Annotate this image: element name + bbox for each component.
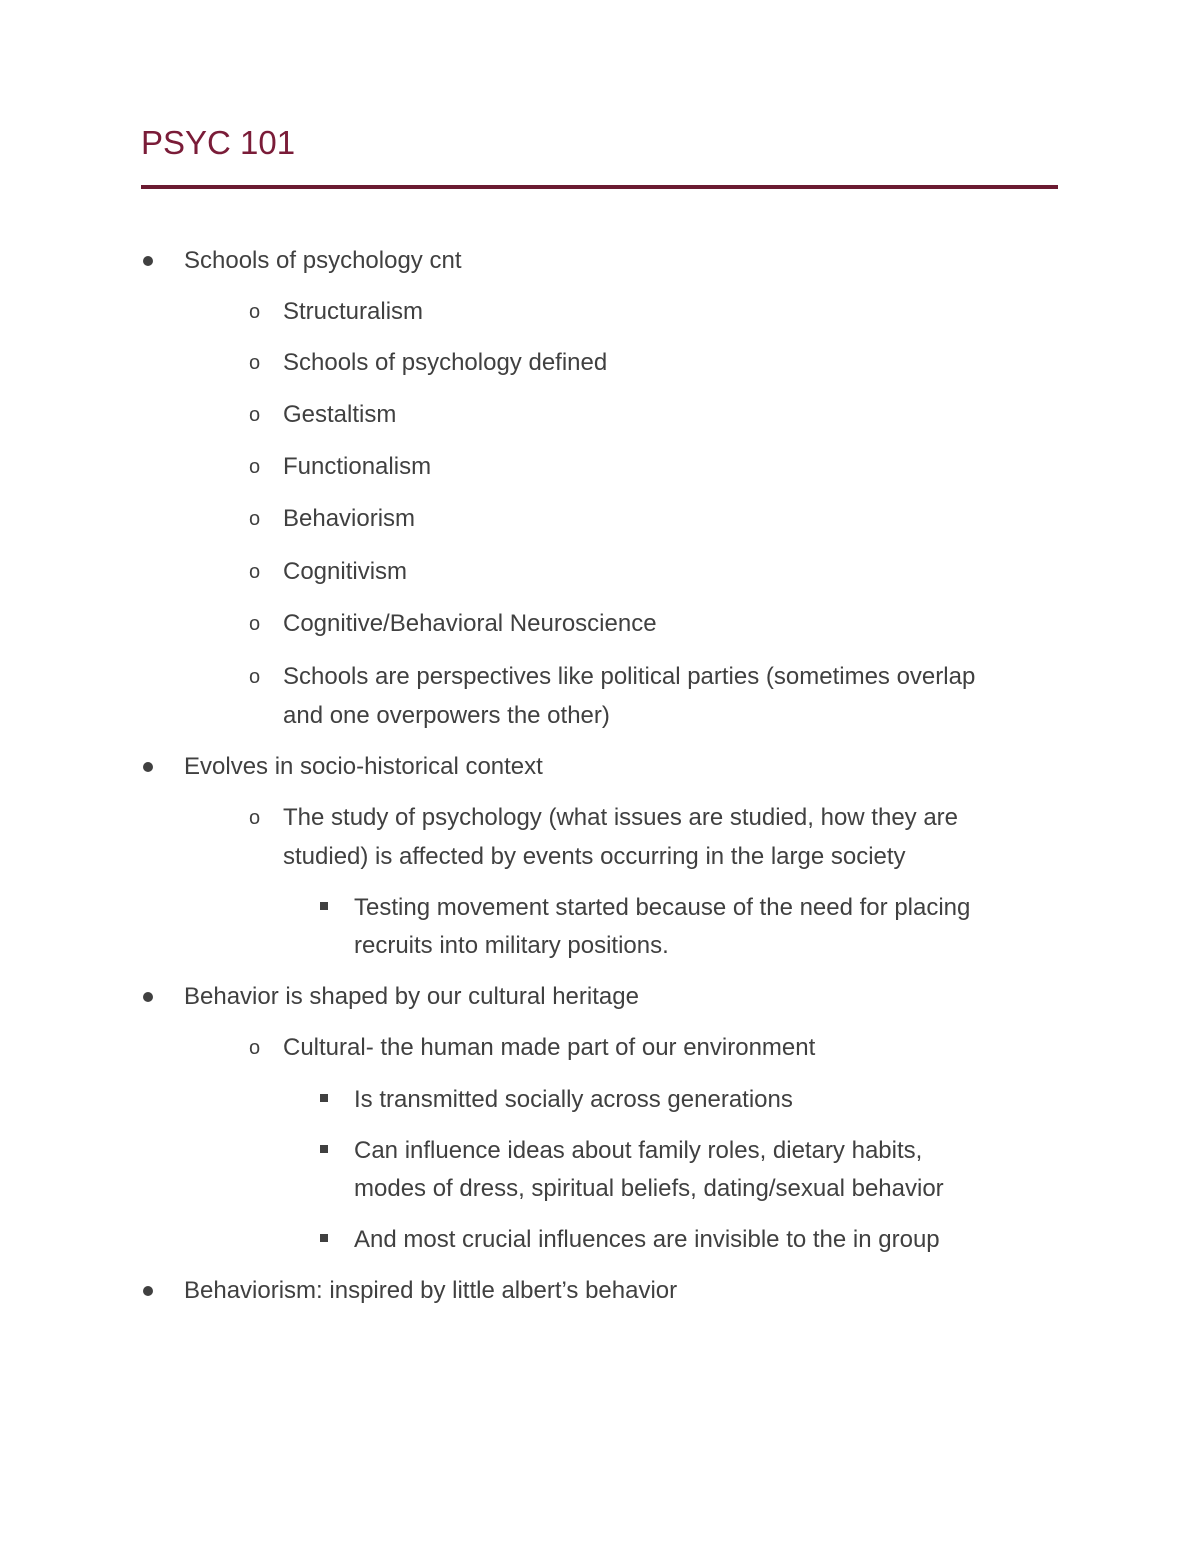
bullet-circle-icon: o: [249, 404, 261, 426]
bullet-disc-icon: [143, 992, 153, 1002]
list-item-level2: The study of psychology (what issues are studied, how they are: [283, 804, 959, 831]
list-item-level3-continuation: modes of dress, spiritual beliefs, dating/sexual behavior: [354, 1175, 944, 1202]
bullet-circle-icon: o: [249, 613, 261, 635]
list-item-level3: And most crucial influences are invisible to the in group: [354, 1226, 940, 1253]
list-item-level2: Schools of psychology defined: [283, 349, 608, 376]
list-item-level2: Schools are perspectives like political parties (sometimes overlap: [283, 663, 976, 690]
list-item-level2-continuation: and one overpowers the other): [283, 702, 610, 729]
bullet-square-icon: [320, 902, 328, 910]
list-item-level2: Behaviorism: [283, 505, 416, 532]
bullet-circle-icon: o: [249, 508, 261, 530]
title-divider: [141, 185, 1058, 189]
list-item-level2: Structuralism: [283, 298, 424, 325]
bullet-square-icon: [320, 1145, 328, 1153]
bullet-circle-icon: o: [249, 456, 261, 478]
bullet-disc-icon: [143, 1286, 153, 1296]
page-title: PSYC 101: [141, 124, 296, 161]
list-item-level1: Schools of psychology cnt: [184, 247, 462, 274]
list-item-level2-continuation: studied) is affected by events occurring in the large society: [283, 843, 906, 870]
list-item-level3: Testing movement started because of the need for placing: [354, 894, 971, 921]
bullet-disc-icon: [143, 256, 153, 266]
list-item-level2: Functionalism: [283, 453, 432, 480]
list-item-level1: Behavior is shaped by our cultural heritage: [184, 983, 639, 1010]
list-item-level2: Cognitivism: [283, 558, 408, 585]
bullet-circle-icon: o: [249, 352, 261, 374]
bullet-circle-icon: o: [249, 1037, 261, 1059]
list-item-level1: Behaviorism: inspired by little albert’s behavior: [184, 1277, 678, 1304]
list-item-level3: Is transmitted socially across generations: [354, 1086, 793, 1113]
list-item-level2: Gestaltism: [283, 401, 397, 428]
list-item-level1: Evolves in socio-historical context: [184, 753, 543, 780]
bullet-circle-icon: o: [249, 666, 261, 688]
bullet-disc-icon: [143, 762, 153, 772]
list-item-level2: Cognitive/Behavioral Neuroscience: [283, 610, 657, 637]
bullet-circle-icon: o: [249, 561, 261, 583]
bullet-square-icon: [320, 1094, 328, 1102]
list-item-level3: Can influence ideas about family roles, dietary habits,: [354, 1137, 923, 1164]
bullet-square-icon: [320, 1234, 328, 1242]
bullet-circle-icon: o: [249, 301, 261, 323]
bullet-circle-icon: o: [249, 807, 261, 829]
list-item-level3-continuation: recruits into military positions.: [354, 932, 669, 959]
list-item-level2: Cultural- the human made part of our environment: [283, 1034, 816, 1061]
